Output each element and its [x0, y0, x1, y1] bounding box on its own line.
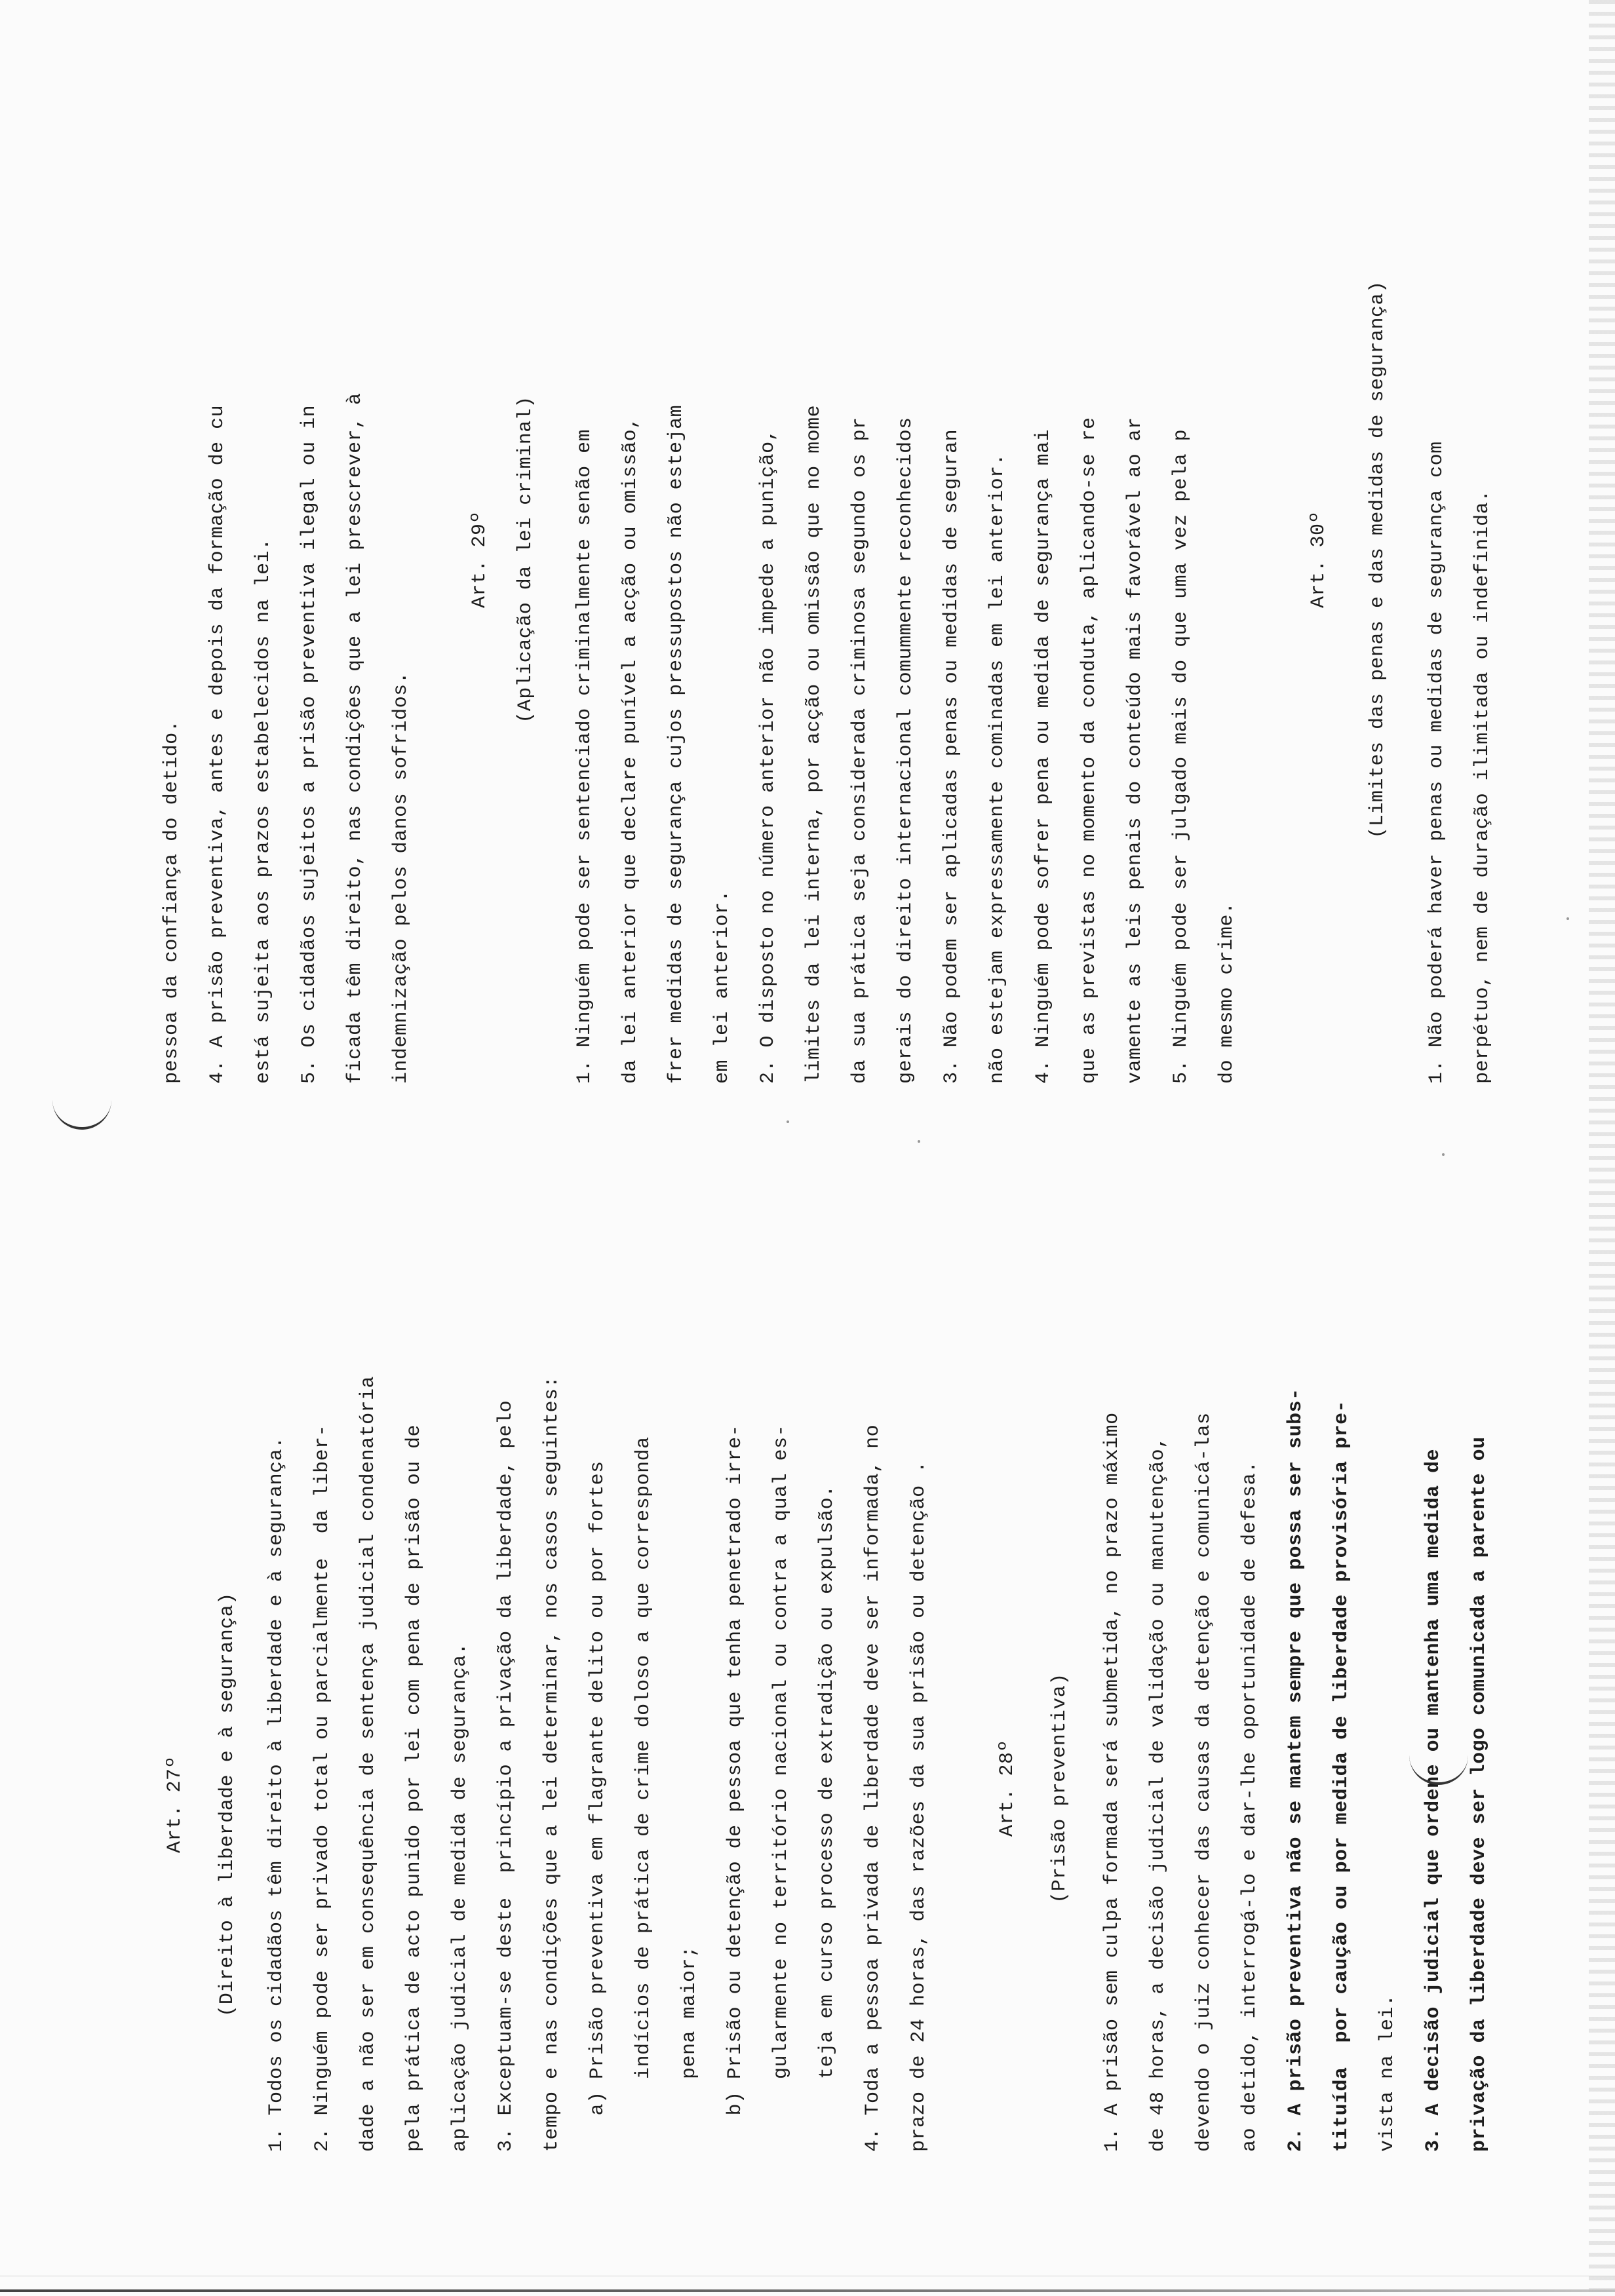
- art29-line: frer medidas de segurança cujos pressupostos não estejam: [665, 404, 688, 1084]
- art28-line: 3. A decisão judicial que ordene ou mantenha uma medida de: [1422, 1448, 1445, 2152]
- art27-line: teja em curso processo de extradição ou expulsão.: [816, 1485, 838, 2152]
- scan-speck: [1566, 917, 1569, 920]
- art29-line: 4. Ninguém pode sofrer pena ou medida de segurança mai: [1032, 429, 1055, 1084]
- continuation-line: ficada têm direito, nas condições que a lei prescrever, à: [344, 392, 366, 1084]
- art29-line: 2. O disposto no número anterior não impede a punição,: [757, 429, 779, 1084]
- art27-line: pena maior;: [678, 1945, 701, 2152]
- art27-line: b) Prisão ou detenção de pessoa que tenha penetrado irre-: [724, 1424, 747, 2152]
- art27-line: 2. Ninguém pode ser privado total ou parcialmente da liber-: [311, 1424, 334, 2152]
- art30-title: Art. 30º: [1308, 510, 1330, 609]
- art28-subtitle: (Prisão preventiva): [1049, 1673, 1071, 1904]
- art29-subtitle: (Aplicação da lei criminal): [515, 396, 537, 723]
- art28-line: ao detido, interrogá-lo e dar-lhe oportunidade de defesa.: [1239, 1461, 1261, 2152]
- art29-line: limites da lei interna, por acção ou omissão que no mome: [803, 404, 825, 1084]
- art28-line: devendo o juiz conhecer das causas da detenção e comunicá-las: [1193, 1412, 1215, 2152]
- art30-line: perpétuo, nem de duração ilimitada ou indefinida.: [1471, 489, 1494, 1084]
- art29-line: que as previstas no momento da conduta, aplicando-se re: [1078, 417, 1100, 1084]
- art27-line: dade a não ser em consequência de sentença judicial condenatória: [357, 1375, 379, 2152]
- punch-hole-mark: [1409, 1743, 1468, 1785]
- art28-line: de 48 horas, a decisão judicial de validação ou manutenção,: [1147, 1436, 1169, 2152]
- left-column: [0, 1228, 1615, 2230]
- art27-line: gularmente no território nacional ou contra a qual es-: [770, 1424, 792, 2152]
- art29-line: do mesmo crime.: [1216, 902, 1238, 1084]
- continuation-line: 5. Os cidadãos sujeitos a prisão preventiva ilegal ou in: [298, 404, 321, 1084]
- art27-line: pela prática de acto punido por lei com pena de prisão ou de: [403, 1424, 425, 2152]
- art28-line: tituída por caução ou por medida de liberdade provisória pre-: [1331, 1400, 1353, 2152]
- scan-speck: [1442, 1153, 1445, 1156]
- art29-line: 1. Ninguém pode ser sentenciado criminalmente senão em: [574, 429, 596, 1084]
- art28-line: 2. A prisão preventiva não se mantem sempre que possa ser subs-: [1285, 1388, 1307, 2152]
- art27-line: a) Prisão preventiva em flagrante delito ou por fortes: [587, 1461, 609, 2152]
- art29-line: não estejam expressamente cominadas em lei anterior.: [986, 453, 1009, 1084]
- art27-line: indícios de prática de crime doloso a que corresponda: [632, 1436, 655, 2152]
- art29-title: Art. 29º: [469, 510, 491, 609]
- continuation-line: está sujeita aos prazos estabelecidos na lei.: [252, 538, 275, 1084]
- art27-line: prazo de 24 horas, das razões da sua prisão ou detenção .: [908, 1461, 930, 2152]
- scan-speck: [918, 1140, 920, 1143]
- art28-title: Art. 28º: [996, 1739, 1019, 1837]
- art29-line: 5. Ninguém pode ser julgado mais do que uma vez pela p: [1170, 429, 1192, 1084]
- art29-line: da lei anterior que declare punível a acção ou omissão,: [619, 417, 642, 1084]
- art27-line: 4. Toda a pessoa privada de liberdade deve ser informada, no: [862, 1424, 884, 2152]
- art27-line: aplicação judicial de medida de segurança.: [449, 1642, 471, 2152]
- art29-line: em lei anterior.: [711, 889, 733, 1084]
- art29-line: vamente as leis penais do conteúdo mais favorável ao ar: [1124, 417, 1146, 1084]
- scan-right-edge: [1589, 0, 1615, 2296]
- continuation-line: pessoa da confiança do detido.: [161, 719, 183, 1084]
- art27-line: 3. Exceptuam-se deste princípio a privação da liberdade, pelo: [495, 1400, 517, 2152]
- art27-line: tempo e nas condições que a lei determinar, nos casos seguintes:: [541, 1375, 563, 2152]
- continuation-line: 4. A prisão preventiva, antes e depois da formação de cu: [206, 404, 229, 1084]
- art27-subtitle: (Direito à liberdade e à segurança): [216, 1592, 239, 2017]
- right-column: [0, 0, 1615, 1084]
- art28-line: 1. A prisão sem culpa formada será submetida, no prazo máximo: [1101, 1412, 1123, 2152]
- punch-hole-mark: [52, 1088, 111, 1130]
- art27-line: 1. Todos os cidadãos têm direito à liberdade e à segurança.: [265, 1436, 288, 2152]
- art30-line: 1. Não poderá haver penas ou medidas de segurança com: [1426, 441, 1448, 1084]
- art28-line: vista na lei.: [1376, 1994, 1399, 2152]
- art30-subtitle: (Limites das penas e das medidas de segurança): [1367, 280, 1389, 839]
- art28-line: privação da liberdade deve ser logo comunicada a parente ou: [1468, 1436, 1490, 2152]
- art27-title: Art. 27º: [164, 1755, 186, 1854]
- art29-line: da sua prática seja considerada criminosa segundo os pr: [849, 417, 871, 1084]
- continuation-line: indemnização pelos danos sofridos.: [390, 671, 412, 1084]
- scan-speck: [787, 1120, 789, 1123]
- art29-line: gerais do direito internacional comummente reconhecidos: [895, 417, 917, 1084]
- scan-bottom-edge: [0, 2289, 1615, 2292]
- art29-line: 3. Não podem ser aplicadas penas ou medidas de seguran: [941, 429, 963, 1084]
